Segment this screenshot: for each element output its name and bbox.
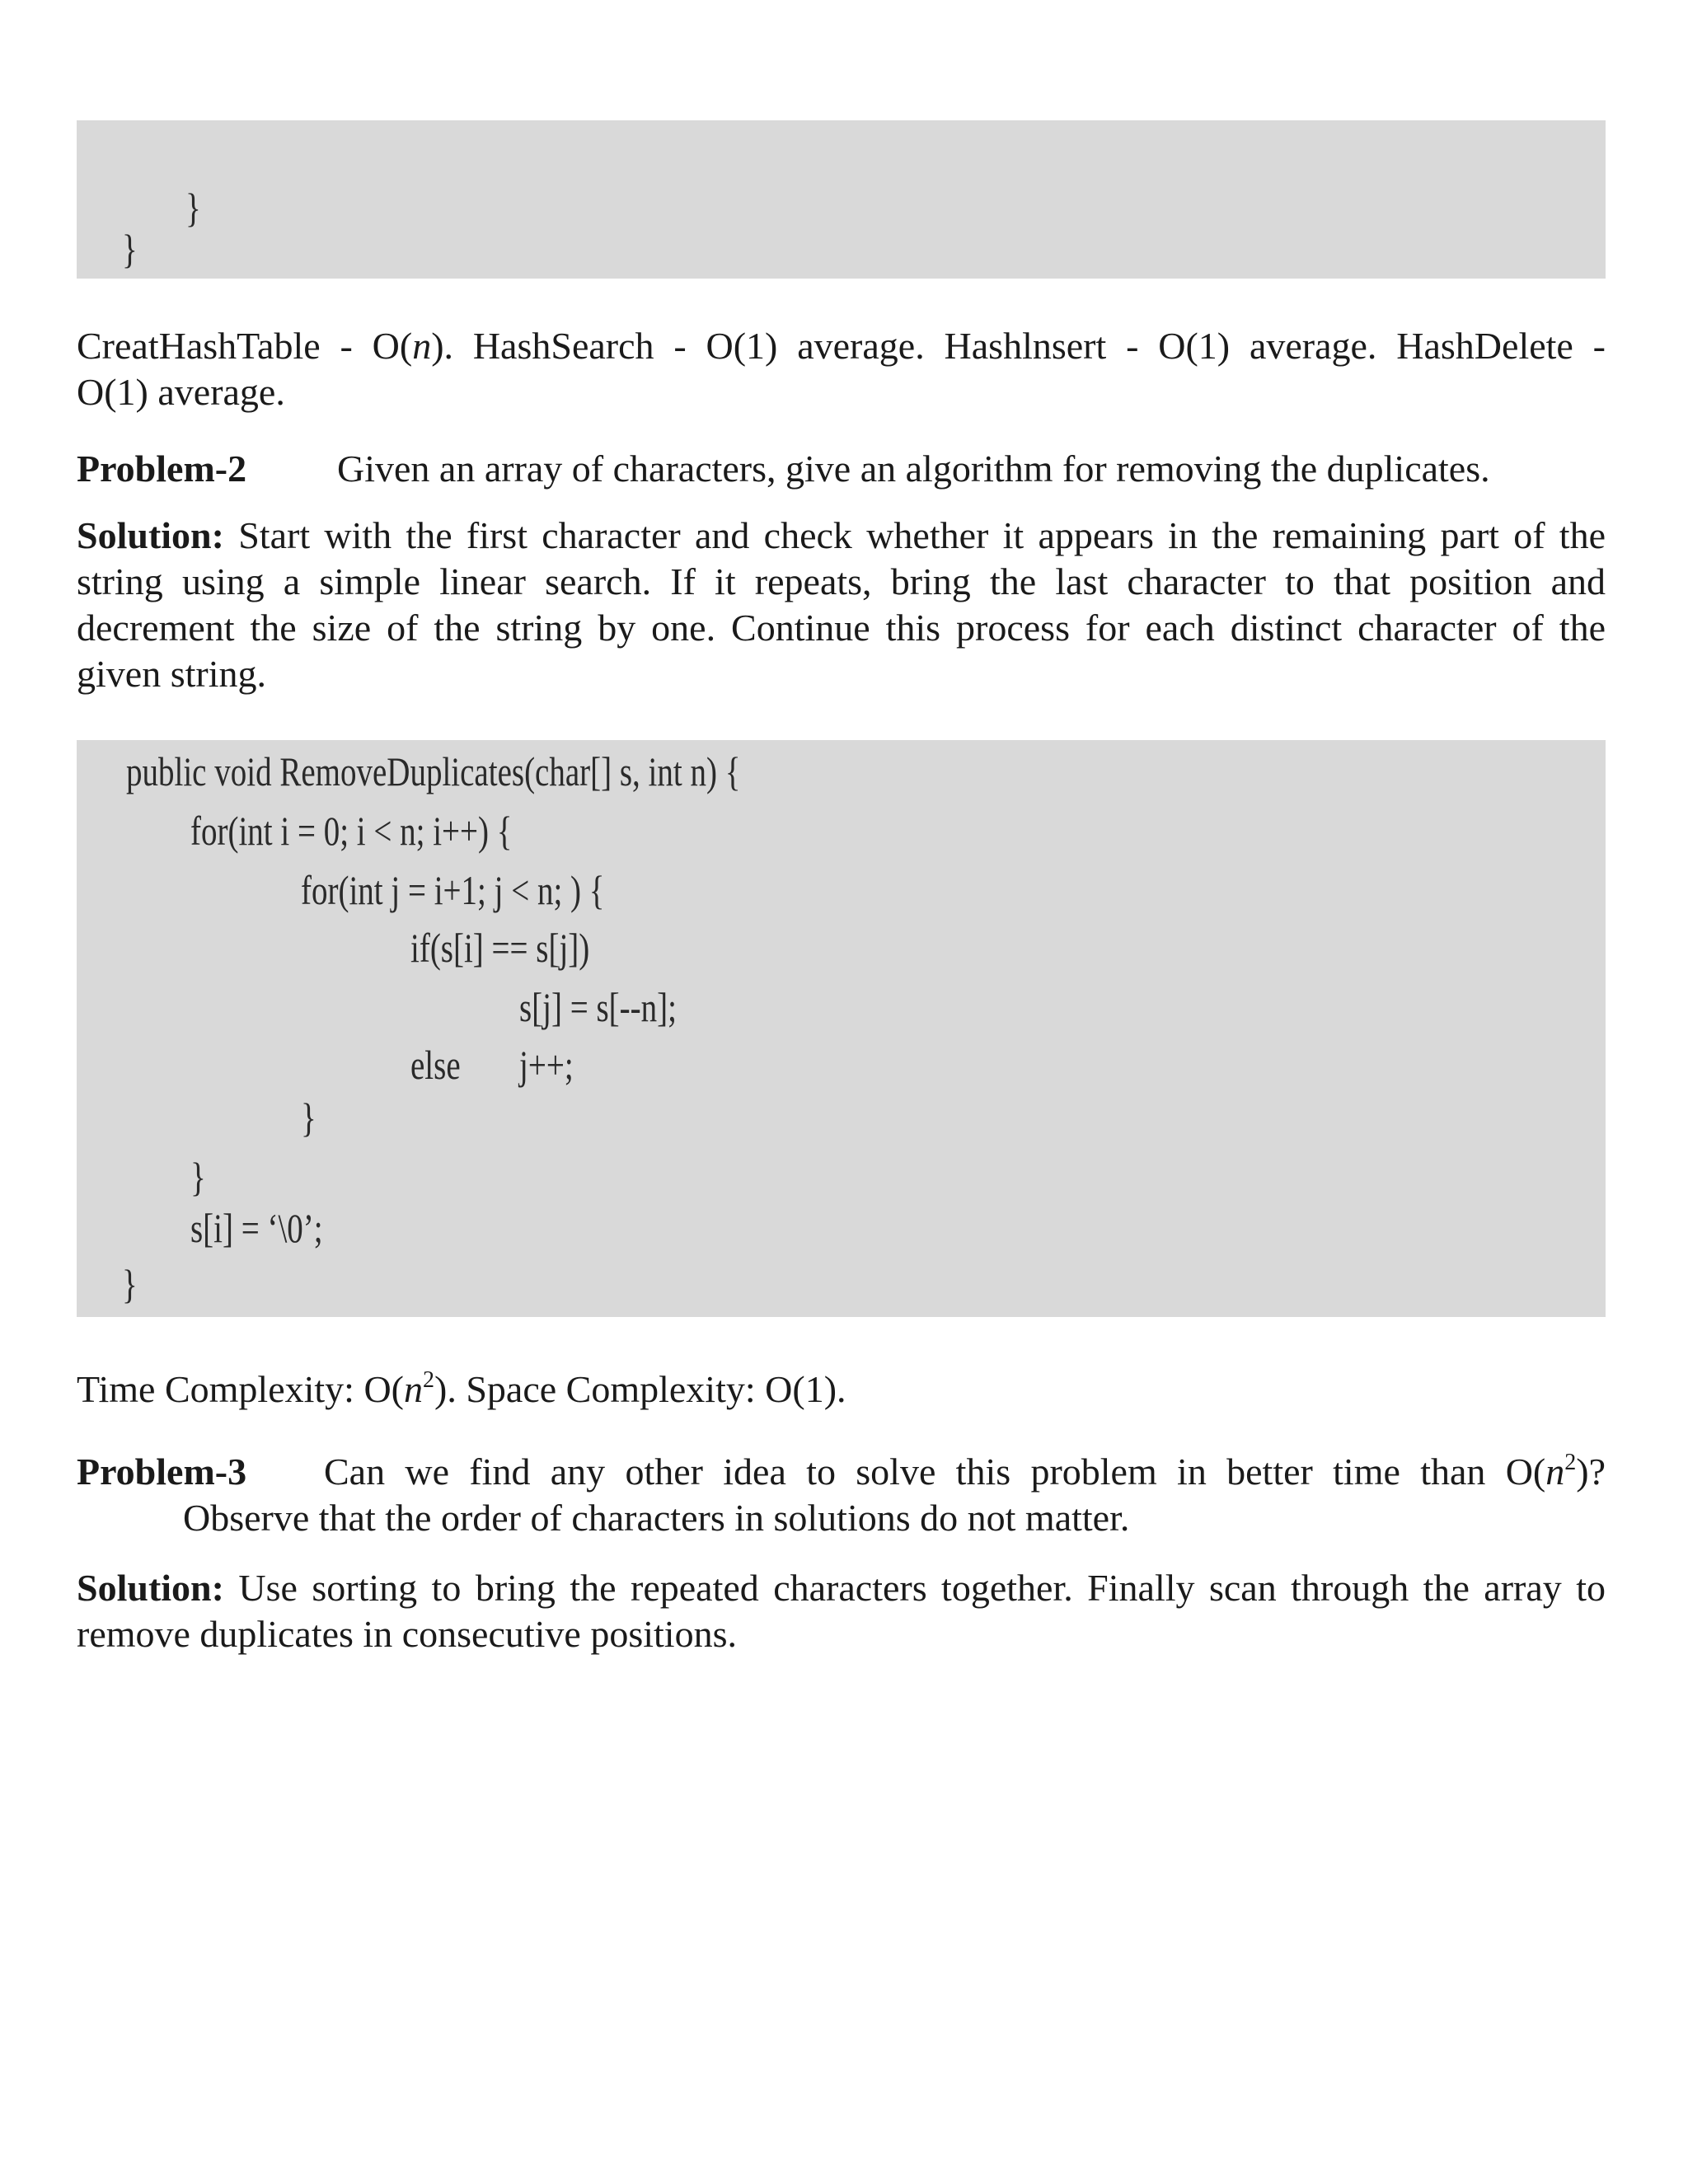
code-line: s[j] = s[--n]; xyxy=(519,984,677,1030)
problem-3-label: Problem-3 xyxy=(77,1451,247,1493)
code-block-top xyxy=(77,120,1606,279)
code-line: } xyxy=(122,1261,138,1307)
code-line: s[i] = ‘\0’; xyxy=(190,1205,323,1251)
solution-2-line-1: Solution: Start with the first character and check whether it appears in the remaining part of the xyxy=(77,514,1606,556)
code-line: if(s[i] == s[j]) xyxy=(410,925,590,971)
code-block-remove-duplicates xyxy=(77,740,1606,1317)
solution-2-label: Solution: xyxy=(77,514,224,556)
code-line: } xyxy=(190,1154,206,1200)
solution-3-line-2: remove duplicates in consecutive positions. xyxy=(77,1613,737,1655)
problem-3-line-1: Problem-3 Can we find any other idea to solve this problem in better time than $O(n^2)$? xyxy=(77,1449,1606,1495)
code-line: for(int i = 0; i < n; i++) { xyxy=(190,808,513,854)
hash-complexity-line-2: O(1) average. xyxy=(77,371,285,413)
hash-complexity-line-1: CreatHashTable - O(n). HashSearch - O(1) average. Hashlnsert - O(1) average. HashDelete - xyxy=(77,325,1606,367)
problem-2-label: Problem-2 xyxy=(77,448,247,490)
solution-2-line-3: decrement the size of the string by one. Continue this process for each distinct character of the xyxy=(77,607,1606,649)
solution-2-line-2: string using a simple linear search. If it repeats, bring the last character to that position and xyxy=(77,560,1606,602)
solution-2-line-4: given string. xyxy=(77,653,266,695)
problem-3-line-2: Observe that the order of characters in solutions do not matter. xyxy=(183,1497,1130,1539)
code-line: } xyxy=(122,226,138,272)
code-line: } xyxy=(185,185,201,231)
solution-3-label: Solution: xyxy=(77,1567,224,1609)
problem-2 xyxy=(77,446,1606,492)
time-complexity: Time Complexity: $O(n^2)$. Space Complexity: O(1). xyxy=(77,1367,846,1410)
code-line: else xyxy=(410,1042,461,1088)
problem-2-text: Given an array of characters, give an algorithm for removing the duplicates. xyxy=(337,448,1490,490)
code-line: j++; xyxy=(519,1042,574,1088)
code-line: for(int j = i+1; j < n; ) { xyxy=(301,867,605,913)
code-line: } xyxy=(301,1094,316,1141)
code-line: public void RemoveDuplicates(char[] s, int n) { xyxy=(126,748,741,794)
solution-3-line-1: Solution: Use sorting to bring the repeated characters together. Finally scan through the array to xyxy=(77,1567,1606,1609)
